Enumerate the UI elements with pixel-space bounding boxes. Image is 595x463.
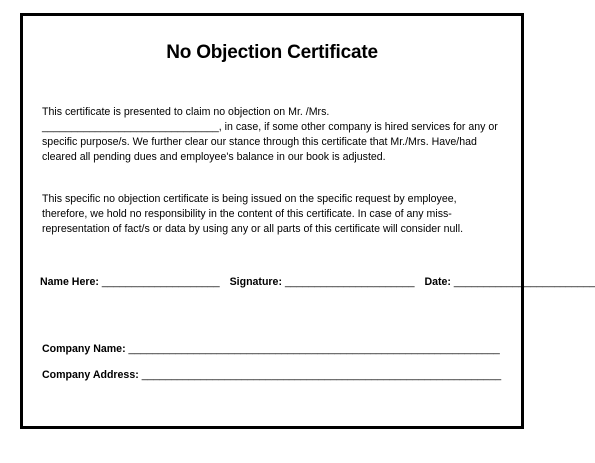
certificate-frame bbox=[20, 13, 595, 429]
certificate-paragraph-1: This certificate is presented to claim no objection on Mr. /Mrs. ______________________________, in case, if some other company is hired services for any or specific purpose/s. We further clear our stance through this certificate that Mr./Mrs. Have/had cleared all pending dues and employee's balance in our book is adjusted. bbox=[42, 106, 498, 163]
signature-row bbox=[40, 276, 595, 288]
certificate-paragraph-2: This specific no objection certificate is being issued on the specific request by employee, therefore, we hold no responsibility in the content of this certificate. In case of any miss-representation of fact/s or data by using any or all parts of this certificate will consider null. bbox=[42, 193, 464, 235]
certificate-title: No Objection Certificate bbox=[166, 42, 378, 63]
name-label: Name Here: bbox=[40, 276, 99, 288]
date-blank-line: ________________________ bbox=[453, 276, 595, 288]
company-name-label: Company Name: bbox=[42, 343, 126, 355]
company-name-row bbox=[42, 343, 500, 355]
date-label: Date: bbox=[424, 276, 451, 288]
company-address-blank-line: _____________________________________________________________ bbox=[141, 369, 502, 381]
name-blank-line: ____________________ bbox=[101, 276, 220, 288]
signature-blank-line: ______________________ bbox=[284, 276, 415, 288]
company-address-label: Company Address: bbox=[42, 369, 139, 381]
signature-label: Signature: bbox=[229, 276, 282, 288]
company-address-row bbox=[42, 369, 501, 381]
company-name-blank-line: _______________________________________________________________ bbox=[128, 343, 500, 355]
